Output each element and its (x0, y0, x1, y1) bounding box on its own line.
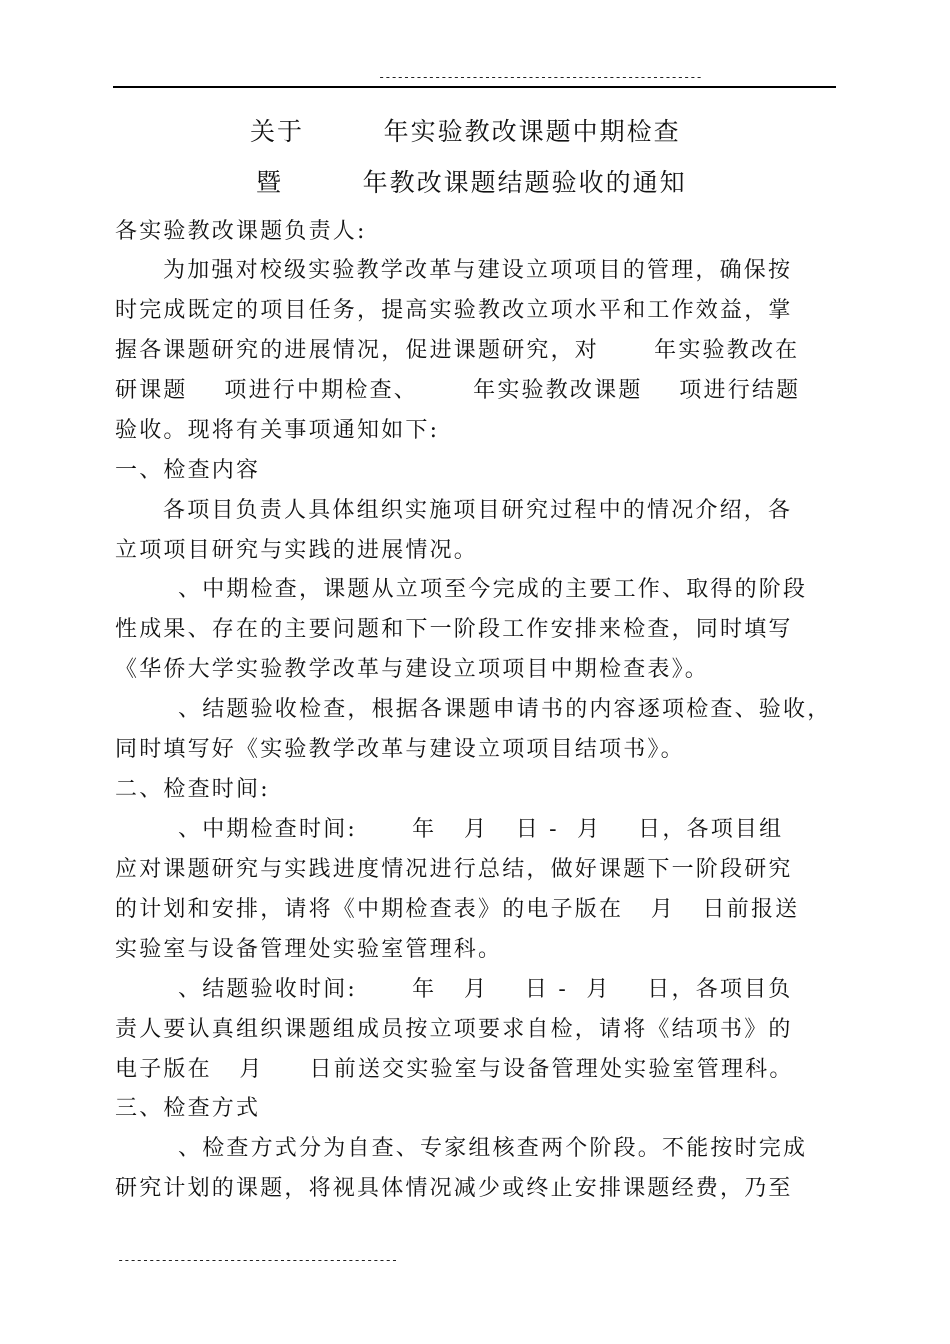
paragraph-line: 、中期检查，课题从立项至今完成的主要工作、取得的阶段 (178, 577, 808, 602)
header-rule (113, 86, 836, 88)
footer-dash-line: --------------------------------------------- (117, 1253, 398, 1267)
salutation: 各实验教改课题负责人: (115, 219, 367, 244)
paragraph-line: 的计划和安排，请将《中期检查表》的电子版在 月 日前报送 (115, 897, 800, 922)
paragraph-line: 同时填写好《实验教学改革与建设立项项目结项书》。 (115, 737, 685, 762)
paragraph-line: 、结题验收检查，根据各课题申请书的内容逐项检查、验收， (178, 697, 832, 722)
header-dash-line: ---------------------------------------------------- (378, 70, 702, 84)
section-heading: 三、检查方式 (115, 1096, 261, 1121)
title-line-2: 暨 年教改课题结题验收的通知 (256, 168, 687, 197)
paragraph-line: 研课题 项进行中期检查、 年实验教改课题 项进行结题 (115, 378, 801, 403)
section-heading: 一、检查内容 (115, 458, 261, 483)
paragraph-line: 责人要认真组织课题组成员按立项要求自检，请将《结项书》的 (115, 1017, 793, 1042)
paragraph-line: 、检查方式分为自查、专家组核查两个阶段。不能按时完成 (178, 1136, 808, 1161)
paragraph-line: 《华侨大学实验教学改革与建设立项项目中期检查表》。 (115, 657, 710, 682)
paragraph-line: 验收。现将有关事项通知如下: (115, 418, 440, 443)
paragraph-line: 电子版在 月 日前送交实验室与设备管理处实验室管理科。 (115, 1057, 794, 1082)
paragraph-line: 握各课题研究的进展情况，促进课题研究，对 年实验教改在 (115, 338, 800, 363)
title-line-1: 关于 年实验教改课题中期检查 (250, 117, 681, 146)
section-heading: 二、检查时间: (115, 777, 270, 802)
paragraph-line: 立项项目研究与实践的进展情况。 (115, 538, 479, 563)
paragraph-line: 各项目负责人具体组织实施项目研究过程中的情况介绍，各 (163, 498, 793, 523)
paragraph-line: 为加强对校级实验教学改革与建设立项项目的管理，确保按 (163, 258, 793, 283)
paragraph-line: 、中期检查时间: 年 月 日 - 月 日，各项目组 (178, 817, 784, 842)
paragraph-line: 、结题验收时间: 年 月 日 - 月 日，各项目负 (178, 977, 793, 1002)
paragraph-line: 实验室与设备管理处实验室管理科。 (115, 937, 503, 962)
paragraph-line: 性成果、存在的主要问题和下一阶段工作安排来检查，同时填写 (115, 617, 793, 642)
paragraph-line: 时完成既定的项目任务，提高实验教改立项水平和工作效益，掌 (115, 298, 793, 323)
paragraph-line: 应对课题研究与实践进度情况进行总结，做好课题下一阶段研究 (115, 857, 793, 882)
paragraph-line: 研究计划的课题，将视具体情况减少或终止安排课题经费，乃至 (115, 1176, 793, 1201)
